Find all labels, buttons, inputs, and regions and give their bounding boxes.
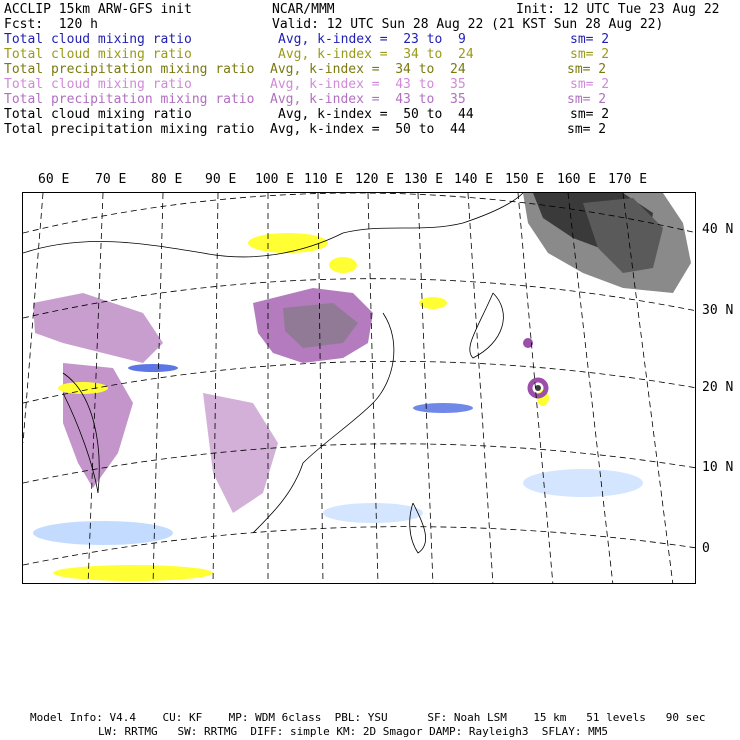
lon-label: 120 E: [355, 172, 395, 187]
lon-label: 140 E: [454, 172, 494, 187]
model-info-line1: Model Info: V4.4 CU: KF MP: WDM 6class PBL: YSU SF: Noah LSM 15 km 51 levels 90 sec: [30, 711, 706, 724]
lon-label: 110 E: [304, 172, 344, 187]
model-title: ACCLIP 15km ARW-GFS init: [4, 2, 192, 17]
legend-smoothing: sm= 2: [570, 47, 610, 62]
legend-field-name: Total cloud mixing ratio: [4, 107, 192, 122]
legend-field-name: Total cloud mixing ratio: [4, 77, 192, 92]
lightblue-patch: [523, 469, 643, 497]
lon-label: 150 E: [505, 172, 545, 187]
lon-label: 90 E: [205, 172, 237, 187]
legend-smoothing: sm= 2: [567, 122, 607, 137]
legend-k-index: Avg, k-index = 50 to 44: [278, 107, 474, 122]
lon-label: 60 E: [38, 172, 70, 187]
coastline: [470, 293, 504, 358]
legend-k-index: Avg, k-index = 50 to 44: [270, 122, 466, 137]
legend-k-index: Avg, k-index = 23 to 9: [278, 32, 466, 47]
lat-label: 30 N: [702, 303, 734, 318]
legend-field-name: Total precipitation mixing ratio: [4, 122, 255, 137]
yellow-patch: [329, 257, 357, 273]
lon-label: 130 E: [404, 172, 444, 187]
legend-smoothing: sm= 2: [570, 32, 610, 47]
yellow-patch: [419, 297, 447, 309]
yellow-patch: [248, 233, 328, 253]
forecast-hour: Fcst: 120 h: [4, 17, 98, 32]
yellow-patch: [53, 565, 213, 581]
lon-label: 160 E: [557, 172, 597, 187]
lat-label: 10 N: [702, 460, 734, 475]
legend-k-index: Avg, k-index = 34 to 24: [270, 62, 466, 77]
valid-time: Valid: 12 UTC Sun 28 Aug 22 (21 KST Sun 28 Aug 22): [272, 17, 664, 32]
lightblue-patch: [33, 521, 173, 545]
legend-field-name: Total precipitation mixing ratio: [4, 92, 255, 107]
lon-label: 80 E: [151, 172, 183, 187]
legend-smoothing: sm= 2: [567, 92, 607, 107]
map-panel: [22, 192, 696, 584]
organization: NCAR/MMM: [272, 2, 335, 17]
legend-k-index: Avg, k-index = 34 to 24: [278, 47, 474, 62]
blue-patch: [128, 364, 178, 372]
legend-field-name: Total cloud mixing ratio: [4, 47, 192, 62]
lat-label: 20 N: [702, 380, 734, 395]
storm-feature: [535, 385, 541, 391]
legend-smoothing: sm= 2: [570, 107, 610, 122]
lightblue-patch: [323, 503, 423, 523]
init-time: Init: 12 UTC Tue 23 Aug 22: [516, 2, 720, 17]
lon-label: 170 E: [608, 172, 648, 187]
model-info-line2: LW: RRTMG SW: RRTMG DIFF: simple KM: 2D Smagor DAMP: Rayleigh3 SFLAY: MM5: [98, 725, 608, 738]
lat-label: 0: [702, 541, 710, 556]
legend-k-index: Avg, k-index = 43 to 35: [270, 77, 466, 92]
legend-smoothing: sm= 2: [570, 77, 610, 92]
legend-smoothing: sm= 2: [567, 62, 607, 77]
lat-label: 40 N: [702, 222, 734, 237]
yellow-patch: [58, 382, 108, 394]
map-canvas: [23, 193, 696, 584]
legend-k-index: Avg, k-index = 43 to 35: [270, 92, 466, 107]
lon-label: 100 E: [255, 172, 295, 187]
blue-patch: [413, 403, 473, 413]
legend-field-name: Total precipitation mixing ratio: [4, 62, 255, 77]
legend-field-name: Total cloud mixing ratio: [4, 32, 192, 47]
lon-label: 70 E: [95, 172, 127, 187]
